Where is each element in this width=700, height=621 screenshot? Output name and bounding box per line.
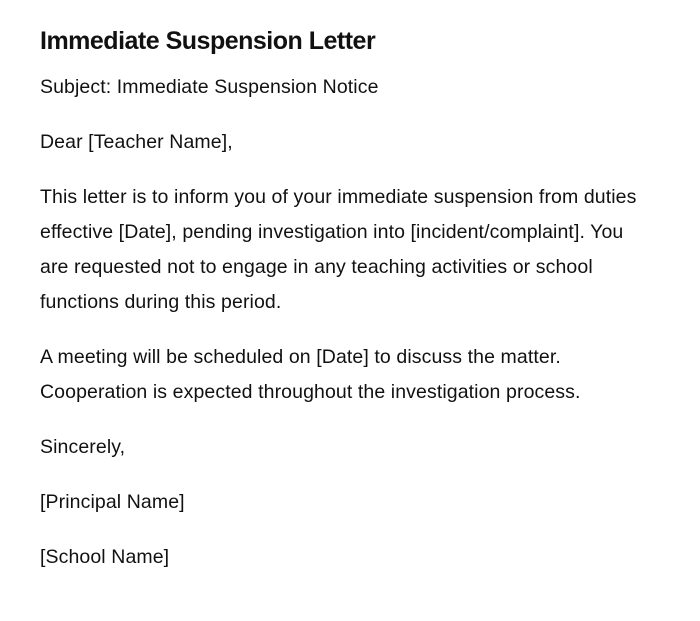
signature-school: [School Name]	[40, 546, 170, 568]
signature-name: [Principal Name]	[40, 491, 185, 513]
subject-line: Subject: Immediate Suspension Notice	[40, 76, 379, 98]
closing: Sincerely,	[40, 436, 126, 458]
body-paragraph-1: This letter is to inform you of your immediate suspension from duties effective [Date], pending investigation into [incident/complaint]. You are requested not to engage in any teaching activities or school functions during this period.	[40, 186, 637, 313]
greeting: Dear [Teacher Name],	[40, 131, 233, 153]
document-title: Immediate Suspension Letter	[40, 27, 376, 55]
body-paragraph-2: A meeting will be scheduled on [Date] to discuss the matter. Cooperation is expected throughout the investigation process.	[40, 346, 581, 403]
